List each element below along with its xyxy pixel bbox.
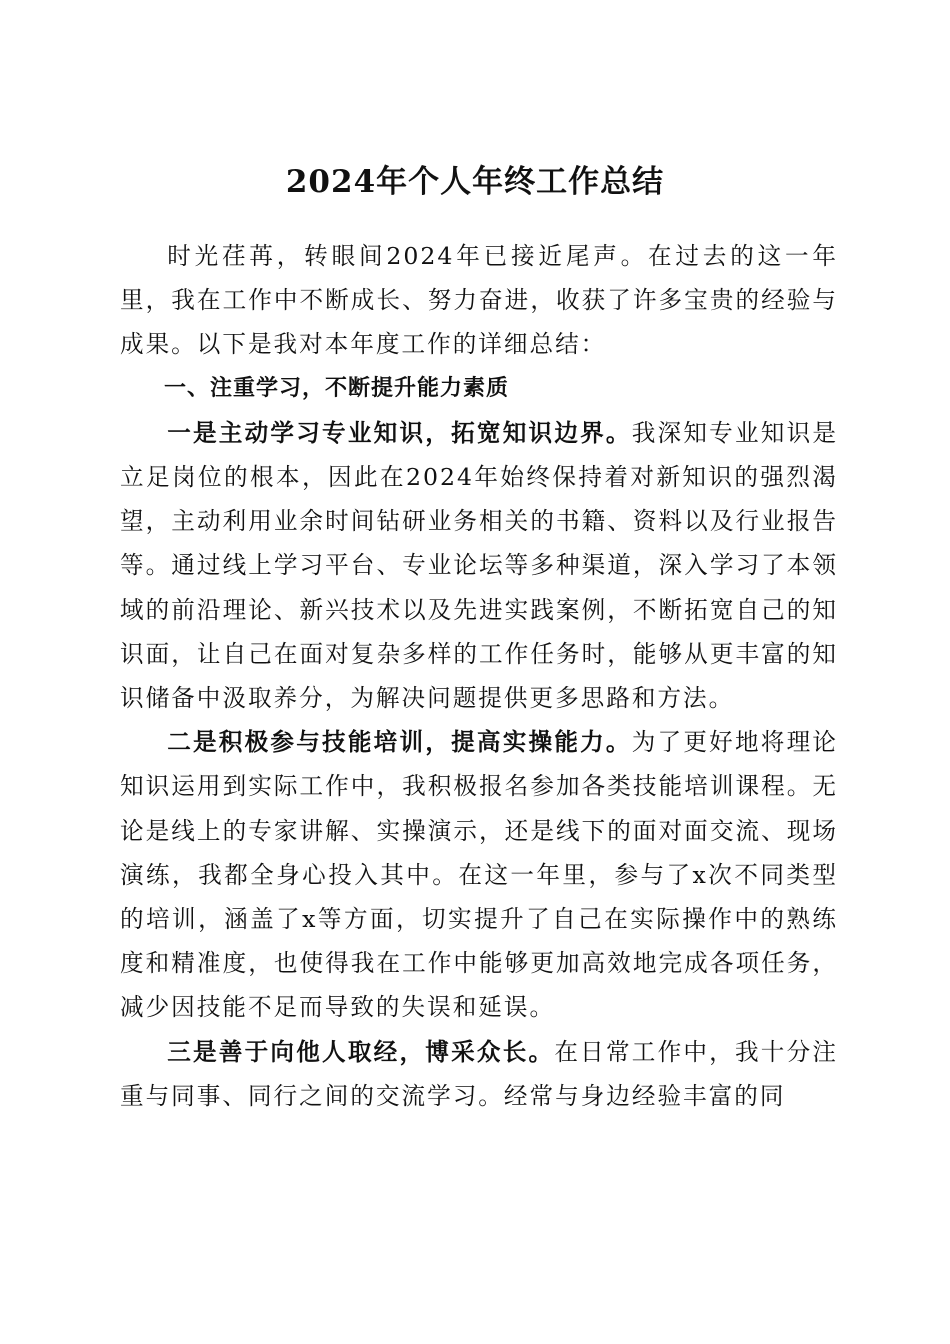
paragraph-lead: 一是主动学习专业知识，拓宽知识边界。 (167, 418, 632, 447)
paragraph-text: 在日常工作中，我十分注重与同事、同行之间的交流学习。经常与身边经验丰富的同 (120, 1037, 839, 1110)
document-body (120, 234, 838, 1118)
body-paragraph (120, 720, 838, 1029)
intro-paragraph: 时光荏苒，转眼间2024年已接近尾声。在过去的这一年里，我在工作中不断成长、努力奋进，收获了许多宝贵的经验与成果。以下是我对本年度工作的详细总结： (120, 242, 838, 359)
section-heading: 一、注重学习，不断提升能力素质 (164, 375, 510, 401)
document-title: 2024年个人年终工作总结 (285, 163, 665, 200)
paragraph-text: 为了更好地将理论知识运用到实际工作中，我积极报名参加各类技能培训课程。无论是线上的专家讲解、实操演示，还是线下的面对面交流、现场演练，我都全身心投入其中。在这一年里，参与了x次不同类型的培训，涵盖了x等方面，切实提升了自己在实际操作中的熟练度和精准度，也使得我在工作中能够更加高效地完成各项任务，减少因技能不足而导致的失误和延误。 (120, 728, 839, 1022)
body-paragraph (120, 411, 838, 720)
paragraph-lead: 三是善于向他人取经，博采众长。 (167, 1037, 555, 1066)
paragraph-lead: 二是积极参与技能培训，提高实操能力。 (167, 728, 632, 757)
paragraph-text: 我深知专业知识是立足岗位的根本，因此在2024年始终保持着对新知识的强烈渴望，主动利用业余时间钻研业务相关的书籍、资料以及行业报告等。通过线上学习平台、专业论坛等多种渠道，深入学习了本领域的前沿理论、新兴技术以及先进实践案例，不断拓宽自己的知识面，让自己在面对复杂多样的工作任务时，能够从更丰富的知识储备中汲取养分，为解决问题提供更多思路和方法。 (120, 418, 839, 713)
body-paragraph (120, 1030, 838, 1118)
